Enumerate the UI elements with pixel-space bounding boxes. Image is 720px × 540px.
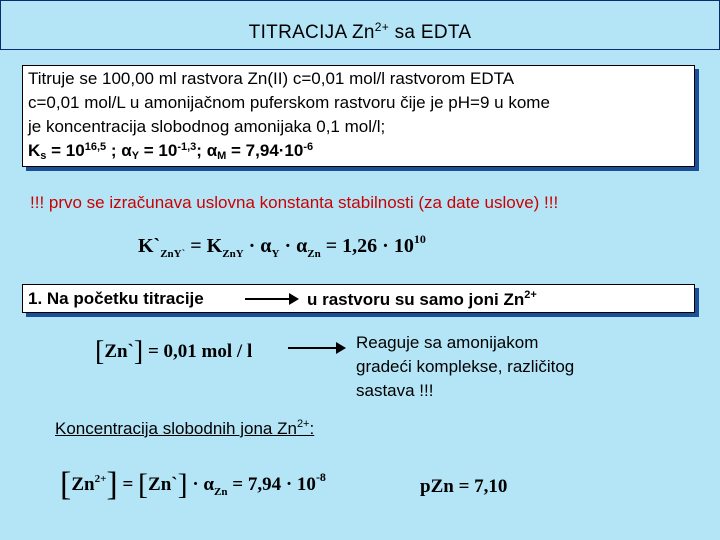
equation-initial-concentration: [Zn`] = 0,01 mol / l <box>95 336 253 367</box>
equation-pzn: pZn = 7,10 <box>420 476 508 497</box>
constants-line: $K_s = 10^{16,5}$ ; $\alpha_Y = 10^{-1,3}$; $\alpha_M = 7,94\cdot 10^{-6}$ <box>28 141 314 162</box>
note-conditional-constant: !!! prvo se izračunava uslovna konstanta stabilnosti (za date uslove) !!! <box>30 193 559 212</box>
step1-box <box>22 284 695 313</box>
reaction-note-line-3: sastava !!! <box>356 381 434 400</box>
slide-title: TITRACIJA $Zn^{2+}$ sa EDTA <box>248 20 472 43</box>
arrow-right-icon <box>245 298 297 300</box>
arrow-right-icon <box>288 347 344 349</box>
reaction-note-line-1: Reaguje sa amonijakom <box>356 333 539 352</box>
step1-label: 1. Na početku titracije <box>28 289 204 308</box>
problem-line-1: Titruje se 100,00 ml rastvora Zn(II) c=0,01 mol/l rastvorom EDTA <box>28 69 515 88</box>
problem-line-2: c=0,01 mol/L u amonijačnom puferskom rastvoru čije je pH=9 u kome <box>28 93 550 112</box>
step1-result: u rastvoru su samo joni $Zn^{2+}$ <box>307 289 537 309</box>
problem-statement-box <box>22 65 695 167</box>
equation-free-zinc: $[Zn^{2+}]$ = [Zn`] · $\alpha_{Zn} = 7,94 \cdot 10^{-8}$ <box>60 466 326 503</box>
free-ions-label: Koncentracija slobodnih jona $Zn^{2+}$: <box>55 418 315 438</box>
equation-conditional-constant: $K`_{ZnY`} = K_{ZnY} \cdot \alpha_Y \cdot \alpha_{Zn} = 1,26 \cdot 10^{10}$ <box>138 232 426 260</box>
reaction-note-line-2: gradeći komplekse, različitog <box>356 357 575 376</box>
problem-line-3: je koncentracija slobodnog amonijaka 0,1 mol/l; <box>28 117 386 136</box>
